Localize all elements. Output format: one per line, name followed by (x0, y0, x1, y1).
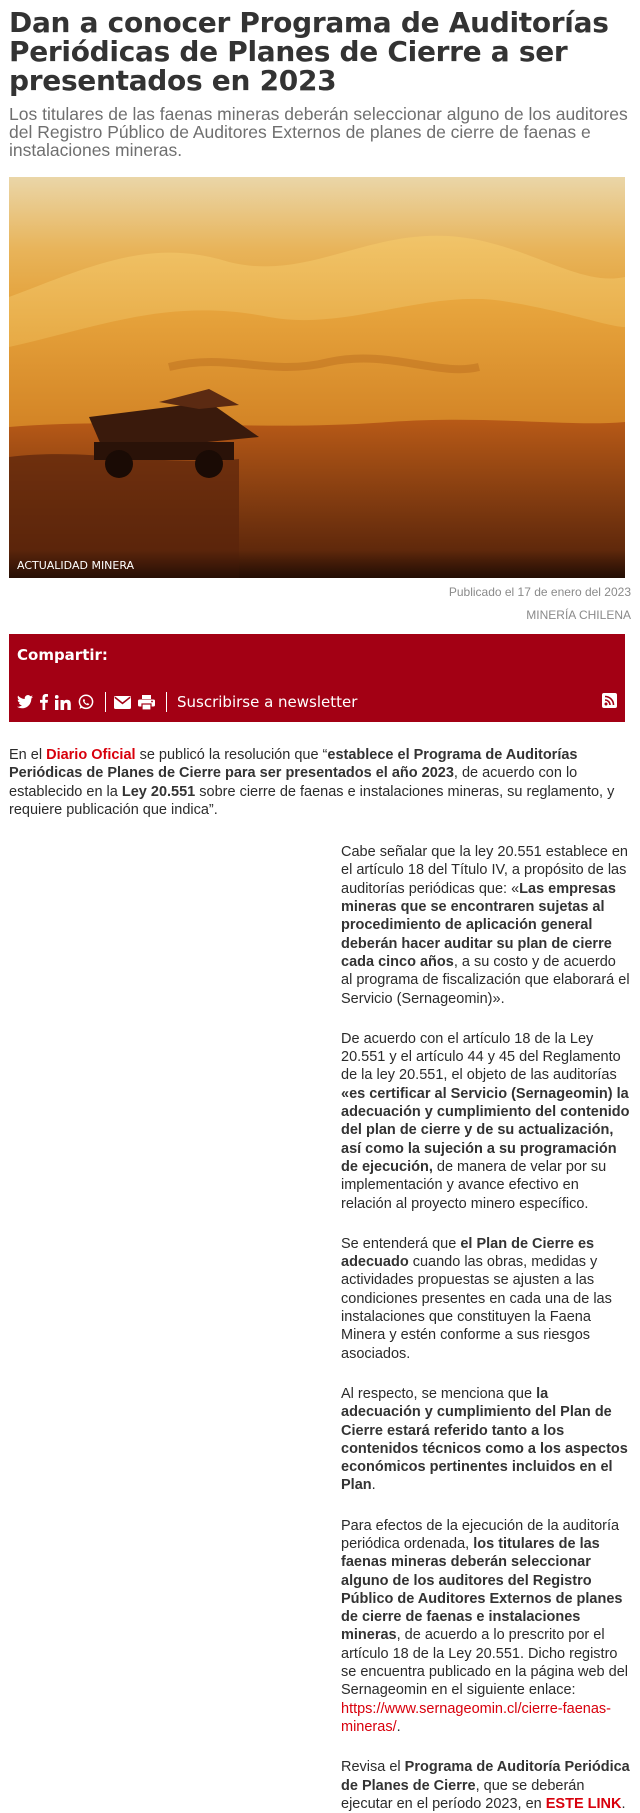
published-date: Publicado el 17 de enero del 2023 (448, 585, 631, 599)
paragraph: En el Diario Oficial se publicó la resolución que “establece el Programa de Auditorías Periódicas de Planes de Cierre para ser presentados el año 2023, de acuerdo con lo establecido en la Ley 20.551 sobre cierre de faenas e instalaciones mineras, su reglamento, y requiere publicación que indica”. (9, 747, 615, 818)
twitter-icon[interactable] (17, 692, 33, 712)
paragraph: De acuerdo con el artículo 18 de la Ley 20.551 y el artículo 44 y 45 del Reglamento de la ley 20.551, el objeto de las auditorías «es certificar al Servicio (Sernageomin) la adecuación y cumplimiento del contenido del plan de cierre y de su actualización, así como la sujeción a su programación de ejecución, de manera de velar por su implementación y avance efectivo en relación al proyecto minero específico. (341, 1030, 630, 1212)
article-title: Dan a conocer Programa de Auditorías Periódicas de Planes de Cierre a ser presentados en 2023 (9, 6, 609, 97)
desert-mine-illustration (9, 177, 625, 578)
paragraph: Para efectos de la ejecución de la auditoría periódica ordenada, los titulares de las faenas mineras deberán seleccionar alguno de los auditores del Registro Público de Auditores Externos de planes de cierre de faenas e instalaciones mineras, de acuerdo a lo prescrito por el artículo 18 de la Ley 20.551. Dicho registro se encuentra publicado en la página web del Sernageomin en el siguiente enlace: https://www.sernageomin.cl/cierre-faenas-mineras/. (341, 1517, 628, 1735)
diario-oficial-link[interactable]: Diario Oficial (46, 747, 136, 763)
image-credit: ACTUALIDAD MINERA (17, 559, 135, 572)
paragraph: Se entenderá que el Plan de Cierre es adecuado cuando las obras, medidas y actividades propuestas se ajusten a las condiciones presentes en cada una de las instalaciones que constituyen la Faena Minera y estén conforme a sus riesgos asociados. (341, 1235, 612, 1362)
sernageomin-link[interactable]: https://www.sernageomin.cl/cierre-faenas-mineras/ (341, 1700, 611, 1735)
share-bar (9, 634, 625, 722)
share-separator (105, 692, 106, 712)
este-link[interactable]: ESTE LINK (545, 1795, 622, 1812)
newsletter-link[interactable]: Suscribirse a newsletter (177, 693, 358, 711)
article-subtitle: Los titulares de las faenas mineras deberán seleccionar alguno de los auditores del Registro Público de Auditores Externos de planes de cierre de faenas e instalaciones mineras. (9, 104, 628, 160)
rss-icon[interactable] (602, 693, 617, 713)
linkedin-icon[interactable] (55, 692, 71, 712)
email-icon[interactable] (114, 692, 131, 712)
paragraph: Al respecto, se menciona que la adecuación y cumplimiento del Plan de Cierre estará referido tanto a los contenidos técnicos como a los aspectos económicos pertinentes incluidos en el Plan. (341, 1385, 628, 1494)
source-label: MINERÍA CHILENA (526, 608, 631, 622)
print-icon[interactable] (138, 692, 155, 712)
article-body (341, 843, 631, 1813)
facebook-icon[interactable] (40, 692, 48, 712)
paragraph: Cabe señalar que la ley 20.551 establece en el artículo 18 del Título IV, a propósito de las auditorías periódicas que: «Las empresas mineras que se encontraren sujetas al procedimiento de aplicación general deberán hacer auditar su plan de cierre cada cinco años, a su costo y de acuerdo al programa de fiscalización que elaborará el Servicio (Sernageomin)». (341, 844, 630, 1007)
whatsapp-icon[interactable] (78, 692, 94, 712)
article-intro (9, 746, 631, 819)
share-separator (166, 692, 167, 712)
hero-image (9, 177, 625, 578)
paragraph: Revisa el Programa de Auditoría Periódica de Planes de Cierre, que se deberán ejecutar en el período 2023, en ESTE LINK. (341, 1759, 630, 1812)
share-label: Compartir: (17, 646, 108, 664)
